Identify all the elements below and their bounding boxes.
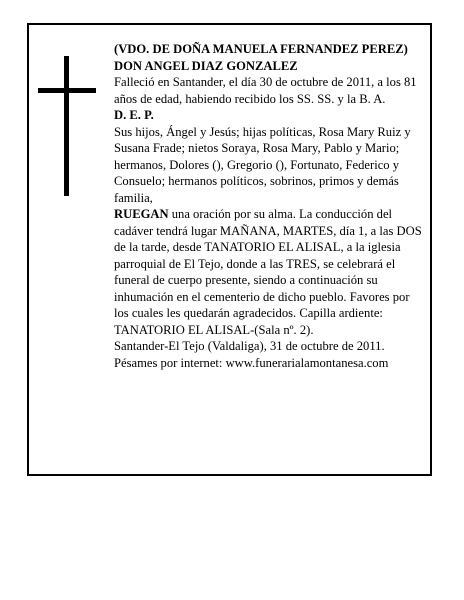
cross-horizontal-bar (38, 88, 96, 93)
family-list: Sus hijos, Ángel y Jesús; hijas políticas, Rosa Mary Ruiz y Susana Frade; nietos Soraya, Rosa Mary, Pablo y Mario; hermanos, Dolores (), Gregorio (), Fortunato, Federico y Consuelo; hermanos políticos, sobrinos, primos y demás familia, (114, 124, 411, 205)
death-statement: Falleció en Santander, el día 30 de octubre de 2011, a los 81 años de edad, habiendo recibido los SS. SS. y la B. A. (114, 75, 417, 106)
obituary-text-block (114, 41, 426, 371)
rip-line: D. E. P. (114, 108, 154, 122)
cross-vertical-bar (64, 56, 69, 196)
request-keyword: RUEGAN (114, 207, 169, 221)
request-text: una oración por su alma. La conducción del cadáver tendrá lugar MAÑANA, MARTES, día 1, a las DOS de la tarde, desde TANATORIO EL ALISAL, a la iglesia parroquial de El Tejo, donde a las TRES, se celebrará el funeral de cuerpo presente, siendo a continuación su inhumación en el cementerio de dicho pueblo. Favores por los cuales les quedarán agradecidos. Capilla ardiente: TANATORIO EL ALISAL-(Sala nº. 2). (114, 207, 422, 337)
widow-line: (VDO. DE DOÑA MANUELA FERNANDEZ PEREZ) (114, 42, 408, 56)
deceased-name: DON ANGEL DIAZ GONZALEZ (114, 58, 298, 73)
funeral-request (114, 206, 426, 338)
place-date: Santander-El Tejo (Valdaliga), 31 de octubre de 2011. (114, 339, 385, 353)
condolences-line: Pésames por internet: www.funerarialamontanesa.com (114, 355, 389, 370)
